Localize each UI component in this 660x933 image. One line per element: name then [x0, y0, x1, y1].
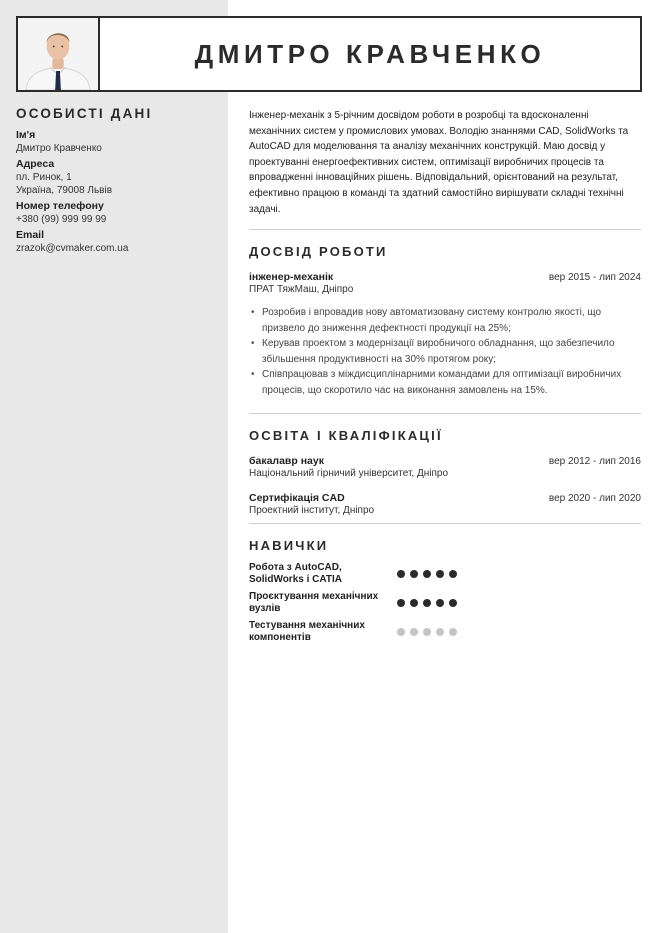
address-line-1: пл. Ринок, 1	[16, 172, 72, 183]
skill-row	[249, 620, 641, 644]
skill-rating	[397, 599, 457, 607]
rating-dot-filled	[397, 599, 405, 607]
rating-dot-empty	[449, 628, 457, 636]
name-line: Дмитро Кравченко	[16, 143, 102, 154]
main-content	[249, 108, 641, 644]
personal-details	[16, 106, 216, 258]
achievement-item: • Співпрацював з міждисциплінарними командами для оптимізації виробничих процесів, що скоротило час на виконання замовлень на 15%.	[249, 367, 641, 398]
email-line: zrazok@cvmaker.com.ua	[16, 243, 129, 254]
rating-dot-filled	[436, 599, 444, 607]
experience-section	[249, 244, 641, 398]
address-line-2: Україна, 79008 Львів	[16, 185, 113, 196]
rating-dot-filled	[436, 570, 444, 578]
experience-entry	[249, 271, 641, 398]
education-entry-header	[249, 455, 641, 467]
name-label: Ім'я	[16, 129, 36, 141]
skill-name-line: компонентів	[249, 632, 311, 644]
degree-institution: Національний гірничий університет, Дніпро	[249, 468, 449, 480]
certification-institution: Проектний інститут, Дніпро	[249, 505, 375, 517]
rating-dot-filled	[449, 599, 457, 607]
education-entry	[249, 492, 641, 517]
personal-details-heading: ОСОБИСТІ ДАНІ	[16, 106, 153, 121]
skill-row	[249, 591, 641, 615]
skill-row	[249, 562, 641, 586]
rating-dot-empty	[436, 628, 444, 636]
job-dates: вер 2015 - лип 2024	[548, 272, 641, 284]
rating-dot-filled	[410, 599, 418, 607]
divider	[249, 229, 641, 230]
skill-rating	[397, 628, 457, 636]
experience-entry-header	[249, 271, 641, 283]
skill-name	[249, 562, 397, 586]
name-value	[16, 142, 216, 155]
degree-dates: вер 2012 - лип 2016	[548, 456, 641, 468]
job-title: інженер-механік	[249, 271, 334, 284]
certification-dates: вер 2020 - лип 2020	[548, 493, 641, 505]
certification-title: Сертифікація CAD	[249, 492, 345, 505]
skills-heading: НАВИЧКИ	[249, 538, 329, 554]
avatar	[18, 18, 98, 90]
rating-dot-empty	[410, 628, 418, 636]
education-entry-header	[249, 492, 641, 504]
job-achievements	[249, 305, 641, 398]
rating-dot-filled	[397, 570, 405, 578]
education-entry	[249, 455, 641, 480]
address-label: Адреса	[16, 158, 55, 170]
full-name: ДМИТРО КРАВЧЕНКО	[194, 38, 546, 69]
skill-name	[249, 620, 397, 644]
name-header	[100, 16, 642, 92]
education-section	[249, 428, 641, 517]
skill-name-line: Проєктування механічних	[249, 591, 379, 603]
phone-line: +380 (99) 999 99 99	[16, 214, 107, 225]
rating-dot-empty	[397, 628, 405, 636]
address-value	[16, 171, 216, 197]
divider	[249, 413, 641, 414]
achievement-item: • Розробив і впровадив нову автоматизовану систему контролю якості, що призвело до зниження дефектності продукції на 25%;	[249, 305, 641, 336]
experience-heading: ДОСВІД РОБОТИ	[249, 244, 388, 260]
divider	[249, 523, 641, 524]
phone-value	[16, 213, 216, 226]
achievement-item: • Керував проектом з модернізації виробничого обладнання, що забезпечило збільшення продуктивності на 30% протягом року;	[249, 336, 641, 367]
degree-title: бакалавр наук	[249, 455, 324, 468]
skills-section	[249, 538, 641, 644]
skill-name-line: Тестування механічних	[249, 620, 365, 632]
rating-dot-empty	[423, 628, 431, 636]
skill-rating	[397, 570, 457, 578]
skill-name-line: SolidWorks і CATIA	[249, 574, 342, 586]
skill-name-line: Робота з AutoCAD,	[249, 562, 342, 574]
education-heading: ОСВІТА І КВАЛІФІКАЦІЇ	[249, 428, 443, 444]
rating-dot-filled	[423, 599, 431, 607]
email-value	[16, 242, 216, 255]
profile-summary: Інженер-механік з 5-річним досвідом роботи в розробці та вдосконаленні механічних систем у промислових умовах. Володію знаннями CAD, SolidWorks та AutoCAD для моделювання та аналізу механічних конструкцій. Маю досвід у проектуванні енергоефективних систем, оптимізації виробничих процесів та впровадженні інноваційних рішень. Відповідальний, орієнтований на результат, ефективно працюю в команді та здатний самостійно вирішувати складні технічні задачі.	[249, 110, 629, 215]
job-company: ПРАТ ТяжМаш, Дніпро	[249, 284, 354, 296]
email-label: Email	[16, 229, 45, 241]
profile-photo	[16, 16, 100, 92]
rating-dot-filled	[410, 570, 418, 578]
skill-name-line: вузлів	[249, 603, 281, 615]
rating-dot-filled	[449, 570, 457, 578]
phone-label: Номер телефону	[16, 200, 104, 212]
rating-dot-filled	[423, 570, 431, 578]
skill-name	[249, 591, 397, 615]
